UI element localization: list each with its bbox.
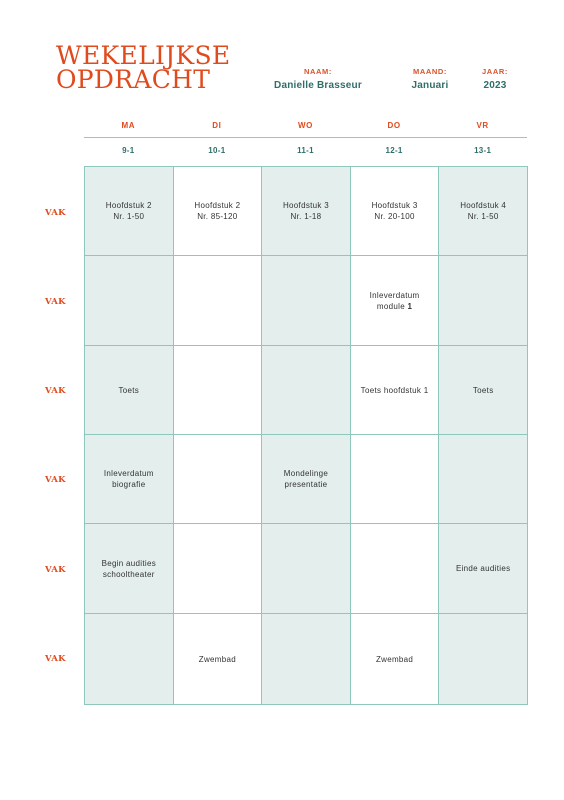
row-label: VAK <box>45 386 66 396</box>
month-label: MAAND: <box>412 67 447 76</box>
row-label: VAK <box>45 565 66 575</box>
grid-cell[interactable]: Toets <box>439 346 528 435</box>
day-label: WO <box>297 121 313 130</box>
year-label: JAAR: <box>482 67 508 76</box>
grid-cell[interactable] <box>262 524 351 614</box>
month-field <box>395 67 465 91</box>
name-value[interactable]: Danielle Brasseur <box>274 80 362 91</box>
row-label: VAK <box>45 654 66 664</box>
grid-cell[interactable]: Hoofdstuk 3 Nr. 20-100 <box>350 167 439 256</box>
month-value[interactable]: Januari <box>411 80 449 91</box>
day-label: MA <box>121 121 136 130</box>
grid-cell[interactable] <box>173 524 262 614</box>
table-row <box>85 614 528 705</box>
table-row <box>85 346 528 435</box>
row-label: VAK <box>45 475 66 485</box>
date-label: 10-1 <box>208 146 226 155</box>
table-row <box>85 524 528 614</box>
grid-cell[interactable] <box>173 435 262 524</box>
grid-cell[interactable]: Hoofdstuk 2 Nr. 1-50 <box>85 167 174 256</box>
grid-cell[interactable]: Begin audities schooltheater <box>85 524 174 614</box>
grid-cell[interactable]: Inleverdatum biografie <box>85 435 174 524</box>
name-field <box>263 67 373 91</box>
grid-cell[interactable] <box>439 435 528 524</box>
grid-cell[interactable]: Toets hoofdstuk 1 <box>350 346 439 435</box>
grid-cell[interactable] <box>350 524 439 614</box>
date-label: 9-1 <box>122 146 135 155</box>
grid-cell[interactable]: Mondelinge presentatie <box>262 435 351 524</box>
grid-cell[interactable] <box>262 614 351 705</box>
name-label: NAAM: <box>304 67 332 76</box>
grid-cell[interactable]: Inleverdatum module 1 <box>350 256 439 346</box>
assignment-grid <box>84 166 528 705</box>
row-label: VAK <box>45 297 66 307</box>
grid-cell[interactable]: Toets <box>85 346 174 435</box>
grid-cell[interactable]: Hoofdstuk 4 Nr. 1-50 <box>439 167 528 256</box>
grid-cell[interactable]: Zwembad <box>350 614 439 705</box>
grid-cell[interactable] <box>262 346 351 435</box>
grid-cell[interactable] <box>173 256 262 346</box>
day-label: DO <box>387 121 401 130</box>
grid-cell[interactable] <box>439 614 528 705</box>
table-row <box>85 167 528 256</box>
weekday-header <box>84 121 527 138</box>
grid-cell[interactable] <box>350 435 439 524</box>
date-label: 13-1 <box>474 146 492 155</box>
row-label: VAK <box>45 208 66 218</box>
page-title <box>56 41 231 94</box>
grid-cell[interactable] <box>439 256 528 346</box>
grid-cell[interactable]: Einde audities <box>439 524 528 614</box>
year-value[interactable]: 2023 <box>483 80 507 91</box>
grid-cell[interactable] <box>85 614 174 705</box>
grid-cell[interactable] <box>85 256 174 346</box>
table-row <box>85 256 528 346</box>
grid-cell[interactable] <box>262 256 351 346</box>
date-label: 11-1 <box>297 146 314 155</box>
table-row <box>85 435 528 524</box>
grid-cell[interactable]: Hoofdstuk 3 Nr. 1-18 <box>262 167 351 256</box>
title-line-1: WEKELIJKSE <box>56 41 231 70</box>
grid-cell[interactable] <box>173 346 262 435</box>
grid-cell[interactable]: Hoofdstuk 2 Nr. 85-120 <box>173 167 262 256</box>
title-line-2: OPDRACHT <box>56 65 211 94</box>
day-label: DI <box>212 121 222 130</box>
date-header <box>84 146 527 155</box>
year-field <box>468 67 522 91</box>
date-label: 12-1 <box>385 146 403 155</box>
grid-cell[interactable]: Zwembad <box>173 614 262 705</box>
day-label: VR <box>476 121 489 130</box>
